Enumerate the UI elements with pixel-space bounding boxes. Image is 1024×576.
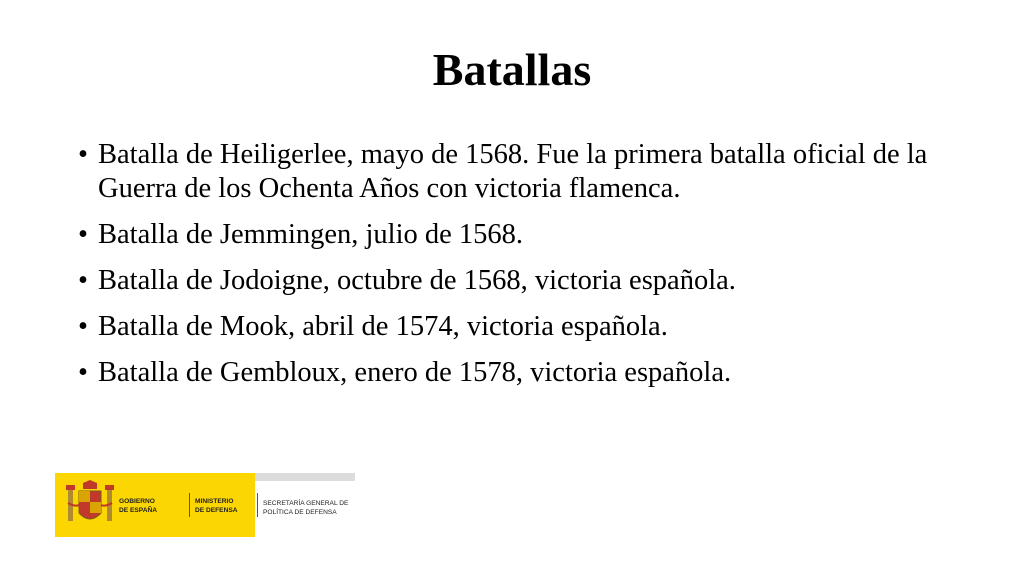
logo-separator: [189, 493, 190, 517]
secretaria-label: SECRETARÍA GENERAL DE POLÍTICA DE DEFENSA: [263, 500, 349, 516]
list-item: [78, 138, 958, 206]
logo-divider-line: [255, 473, 355, 481]
slide-title: Batallas: [432, 44, 592, 95]
list-item: [78, 218, 958, 252]
bullet-dot: •: [78, 139, 88, 170]
spain-coat-of-arms-icon: [65, 479, 115, 531]
bullet-text: Batalla de Mook, abril de 1574, victoria española.: [98, 311, 668, 342]
logo-separator: [257, 493, 258, 517]
gobierno-label: GOBIERNO DE ESPAÑA: [119, 498, 157, 514]
list-item: [78, 310, 958, 344]
government-logo: [55, 473, 355, 537]
bullet-dot: •: [78, 219, 88, 250]
bullet-text: Batalla de Jodoigne, octubre de 1568, victoria española.: [98, 265, 736, 296]
bullet-list: [78, 138, 958, 402]
bullet-text: Batalla de Gembloux, enero de 1578, victoria española.: [98, 357, 732, 388]
bullet-dot: •: [78, 311, 88, 342]
bullet-dot: •: [78, 265, 88, 296]
bullet-text: Batalla de Jemmingen, julio de 1568.: [98, 219, 524, 250]
bullet-text: Batalla de Heiligerlee, mayo de 1568. Fue la primera batalla oficial de la Guerra de los Ochenta Años con victoria flamenca.: [98, 139, 928, 204]
list-item: [78, 264, 958, 298]
ministerio-label: MINISTERIO DE DEFENSA: [195, 498, 238, 514]
list-item: [78, 356, 958, 390]
bullet-dot: •: [78, 357, 88, 388]
